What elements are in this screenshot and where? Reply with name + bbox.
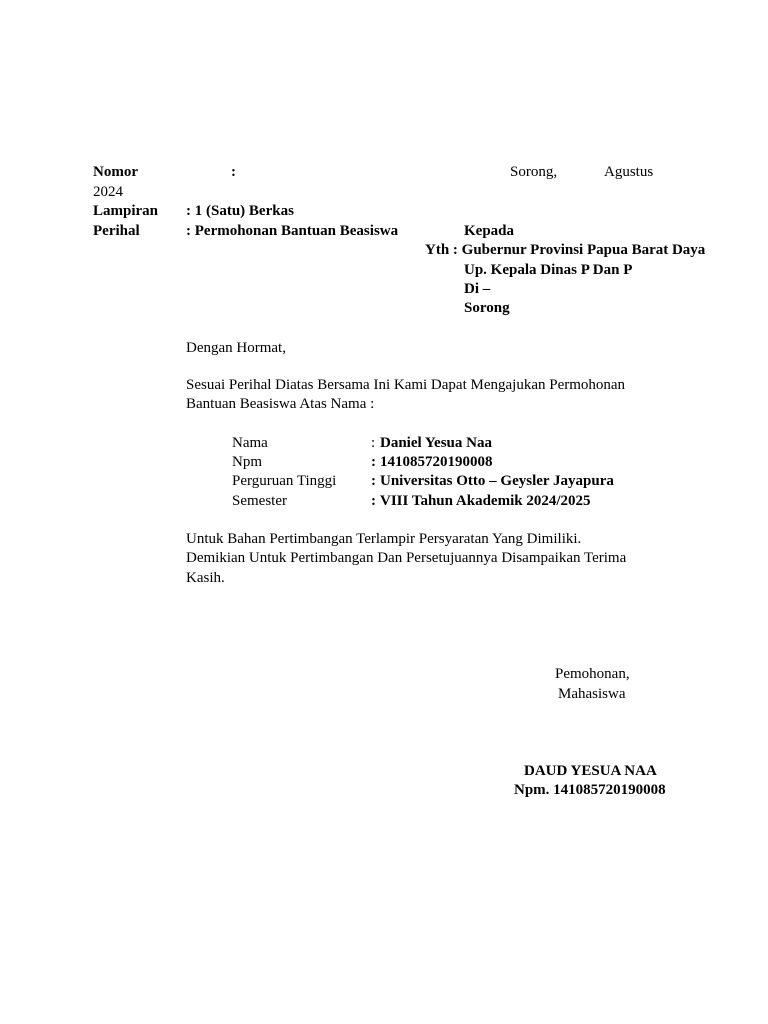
detail-value-semester: VIII Tahun Akademik 2024/2025 bbox=[380, 493, 591, 509]
signature-role-2: Mahasiswa bbox=[558, 686, 626, 702]
greeting: Dengan Hormat, bbox=[186, 340, 286, 356]
detail-label-perguruan-tinggi: Perguruan Tinggi bbox=[232, 473, 337, 489]
signature-role-1: Pemohonan, bbox=[555, 666, 630, 682]
detail-colon: : bbox=[371, 435, 376, 451]
detail-label-nama: Nama bbox=[232, 435, 268, 451]
letter-month: Agustus bbox=[604, 164, 654, 180]
signature-npm: Npm. 141085720190008 bbox=[514, 782, 666, 798]
closing-line-2: Demikian Untuk Pertimbangan Dan Persetujuannya Disampaikan Terima bbox=[186, 550, 627, 566]
detail-colon: : bbox=[371, 473, 376, 489]
recipient-di: Di – bbox=[464, 281, 491, 297]
detail-label-semester: Semester bbox=[232, 493, 287, 509]
detail-label-npm: Npm bbox=[232, 454, 262, 470]
recipient-kepada: Kepada bbox=[464, 223, 515, 239]
recipient-up: Up. Kepala Dinas P Dan P bbox=[464, 262, 633, 278]
nomor-label: Nomor bbox=[93, 164, 138, 180]
detail-value-npm: 141085720190008 bbox=[380, 454, 493, 470]
intro-line-1: Sesuai Perihal Diatas Bersama Ini Kami Dapat Mengajukan Permohonan bbox=[186, 377, 626, 393]
closing-line-3: Kasih. bbox=[186, 570, 225, 586]
nomor-colon: : bbox=[231, 164, 236, 180]
detail-colon: : bbox=[371, 454, 376, 470]
perihal-value: : Permohonan Bantuan Beasiswa bbox=[186, 223, 399, 239]
intro-line-2: Bantuan Beasiswa Atas Nama : bbox=[186, 396, 375, 412]
detail-colon: : bbox=[371, 493, 376, 509]
detail-value-perguruan-tinggi: Universitas Otto – Geysler Jayapura bbox=[380, 473, 614, 489]
letter-place: Sorong, bbox=[510, 164, 558, 180]
detail-value-nama: Daniel Yesua Naa bbox=[380, 435, 492, 451]
signature-name: DAUD YESUA NAA bbox=[524, 763, 657, 779]
lampiran-value: : 1 (Satu) Berkas bbox=[186, 203, 294, 219]
closing-line-1: Untuk Bahan Pertimbangan Terlampir Persyaratan Yang Dimiliki. bbox=[186, 531, 582, 547]
recipient-yth: Yth : Gubernur Provinsi Papua Barat Daya bbox=[425, 242, 706, 258]
letter-year: 2024 bbox=[93, 184, 123, 200]
perihal-label: Perihal bbox=[93, 223, 140, 239]
recipient-city: Sorong bbox=[464, 300, 510, 316]
lampiran-label: Lampiran bbox=[93, 203, 159, 219]
